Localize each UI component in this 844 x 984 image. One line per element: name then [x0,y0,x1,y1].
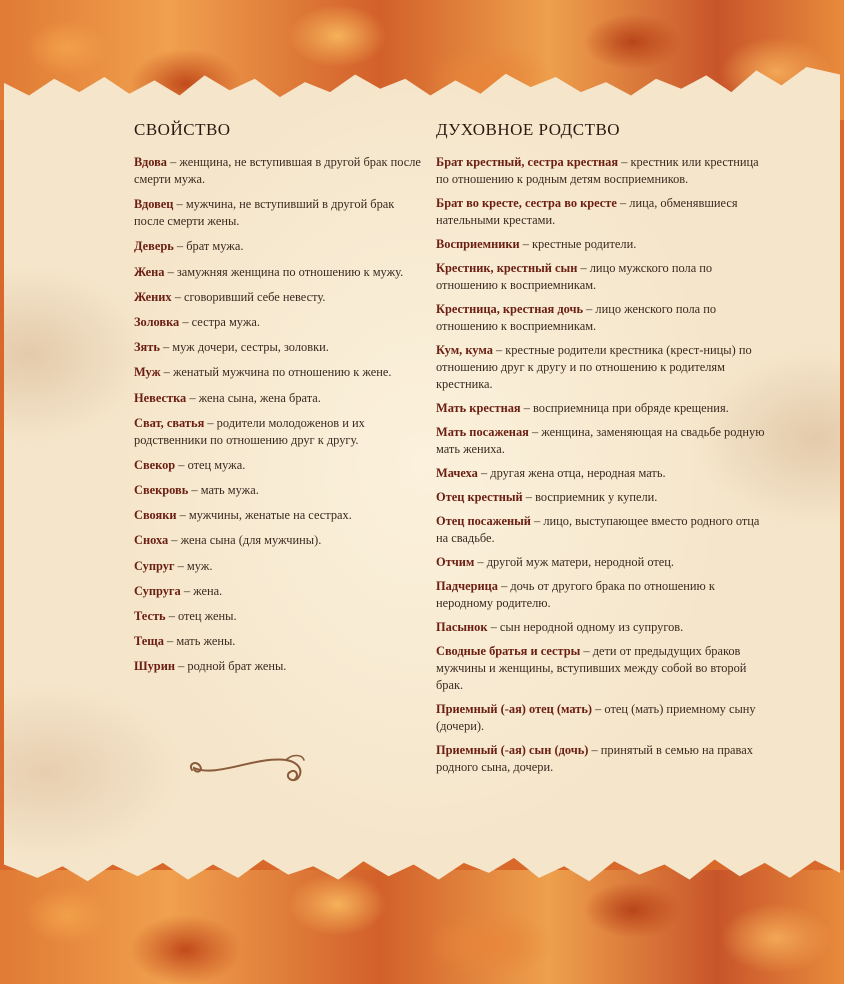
definition-text: – дети от предыдущих браков мужчины и женщины, вступивших между собой во второй брак. [436,644,747,692]
definition-entry [436,195,766,229]
definition-entry [134,633,424,650]
term-label: Кум, кума [436,343,493,357]
term-label: Золовка [134,314,180,329]
dukhovnoe-rodstvo-column [436,120,766,783]
definition-text: – мать мужа. [188,483,259,498]
term-label: Тесть [134,609,166,623]
definition-entry [134,558,424,575]
term-label: Крестница, крестная дочь [436,302,584,316]
term-label: Жена [134,264,165,279]
definition-entry [134,289,424,306]
definition-entry [436,554,766,571]
definition-entry [436,619,766,636]
term-label: Деверь [134,239,174,254]
definition-text: – восприемница при обряде крещения. [520,401,729,415]
definition-entry [436,578,766,612]
definition-entry [134,196,424,230]
term-label: Отец посаженый [436,514,531,528]
definition-entry [134,482,424,499]
definition-text: – лицо мужского пола по отношению к восприемникам. [436,261,713,292]
definition-text: – отец (мать) приемному сыну (дочери). [436,702,756,733]
definition-entry [134,339,424,356]
term-label: Сват, сватья [134,415,205,430]
entry-list [134,154,424,675]
definition-entry [436,400,766,417]
definition-entry [134,154,424,188]
term-label: Отчим [436,555,475,569]
definition-text: – женатый мужчина по отношению к жене. [160,365,392,380]
term-label: Отец крестный [436,490,523,504]
term-label: Свекор [134,457,176,472]
term-label: Свояки [134,508,177,523]
definition-entry [134,390,424,407]
term-label: Падчерица [436,579,498,593]
term-label: Мачеха [436,466,478,480]
definition-entry [134,238,424,255]
term-label: Приемный (-ая) сын (дочь) [436,743,589,757]
definition-entry [134,314,424,331]
definition-text: – лица, обменявшиеся нательными крестами. [436,196,738,227]
term-label: Сноха [134,533,169,548]
definition-entry [134,364,424,381]
term-label: Супруга [134,583,181,598]
definition-text: – сговоривший себе невесту. [171,289,326,304]
definition-text: – принятый в семью на правах родного сына, дочери. [436,743,753,774]
column-heading: ДУХОВНОЕ РОДСТВО [436,120,621,139]
definition-entry [436,342,766,393]
definition-entry [134,583,424,600]
definition-entry [436,301,766,335]
definition-entry [134,264,424,281]
column-heading: СВОЙСТВО [134,120,231,139]
definition-text: – женщина, заменяющая на свадьбе родную мать жениха. [436,425,765,456]
definition-text: – мужчины, женатые на сестрах. [176,508,352,523]
term-label: Восприемники [436,237,520,251]
term-label: Теща [134,634,164,649]
term-label: Вдова [134,155,167,169]
definition-entry [134,457,424,474]
term-label: Шурин [134,659,175,674]
term-label: Свекровь [134,483,189,498]
flourish-ornament-icon [186,748,310,788]
definition-text: – жена сына (для мужчины). [168,533,322,548]
definition-text: – крестные родители крестника (крест-ницы) по отношению друг к другу и по отношению к родителям крестника. [436,343,752,391]
definition-entry [134,658,424,675]
definition-text: – родители молодоженов и их родственники по отношению друг к другу. [134,415,365,447]
definition-text: – сестра мужа. [179,314,260,329]
entry-list [436,154,766,776]
term-label: Крестник, крестный сын [436,261,578,275]
definition-entry [134,415,424,449]
definition-text: – муж. [174,558,213,573]
definition-text: – жена. [180,583,223,598]
definition-text: – отец жены. [165,609,237,623]
definition-text: – родной брат жены. [174,659,287,674]
term-label: Вдовец [134,197,174,212]
definition-entry [436,513,766,547]
definition-entry [436,701,766,735]
term-label: Мать посаженая [436,425,529,439]
svoystvo-column [134,120,424,684]
definition-text: – другой муж матери, неродной отец. [474,555,675,569]
definition-text: – восприемник у купели. [522,490,658,504]
term-label: Сводные братья и сестры [436,644,581,658]
term-label: Супруг [134,558,175,573]
definition-entry [436,260,766,294]
definition-entry [436,465,766,482]
term-label: Муж [134,365,161,380]
definition-text: – мужчина, не вступивший в другой брак после смерти жены. [134,197,395,229]
definition-text: – отец мужа. [175,457,246,472]
term-label: Невестка [134,390,187,405]
autumn-leaves-bottom-border [0,870,844,984]
definition-text: – муж дочери, сестры, золовки. [159,340,329,355]
term-label: Мать крестная [436,401,521,415]
definition-text: – лицо женского пола по отношению к восприемникам. [436,302,717,333]
definition-text: – крестные родители. [519,237,637,251]
definition-entry [436,489,766,506]
term-label: Брат крестный, сестра крестная [436,155,619,169]
term-label: Брат во кресте, сестра во кресте [436,196,617,210]
definition-entry [436,154,766,188]
definition-text: – замужняя женщина по отношению к мужу. [164,264,404,279]
definition-text: – жена сына, жена брата. [186,390,321,405]
definition-text: – мать жены. [163,634,236,649]
definition-entry [436,236,766,253]
term-label: Приемный (-ая) отец (мать) [436,702,593,716]
definition-entry [436,643,766,694]
term-label: Пасынок [436,620,488,634]
definition-text: – сын неродной одному из супругов. [487,620,684,634]
definition-text: – женщина, не вступившая в другой брак после смерти мужа. [134,155,421,186]
definition-text: – крестник или крестница по отношению к родным детям восприемников. [436,155,759,186]
definition-text: – лицо, выступающее вместо родного отца на свадьбе. [436,514,760,545]
definition-entry [134,507,424,524]
definition-text: – дочь от другого брака по отношению к неродному родителю. [436,579,715,610]
term-label: Зять [134,340,160,355]
definition-entry [436,742,766,776]
definition-entry [134,532,424,549]
definition-entry [134,608,424,625]
definition-text: – брат мужа. [173,239,244,254]
definition-entry [436,424,766,458]
term-label: Жених [134,289,172,304]
definition-text: – другая жена отца, неродная мать. [477,466,666,480]
